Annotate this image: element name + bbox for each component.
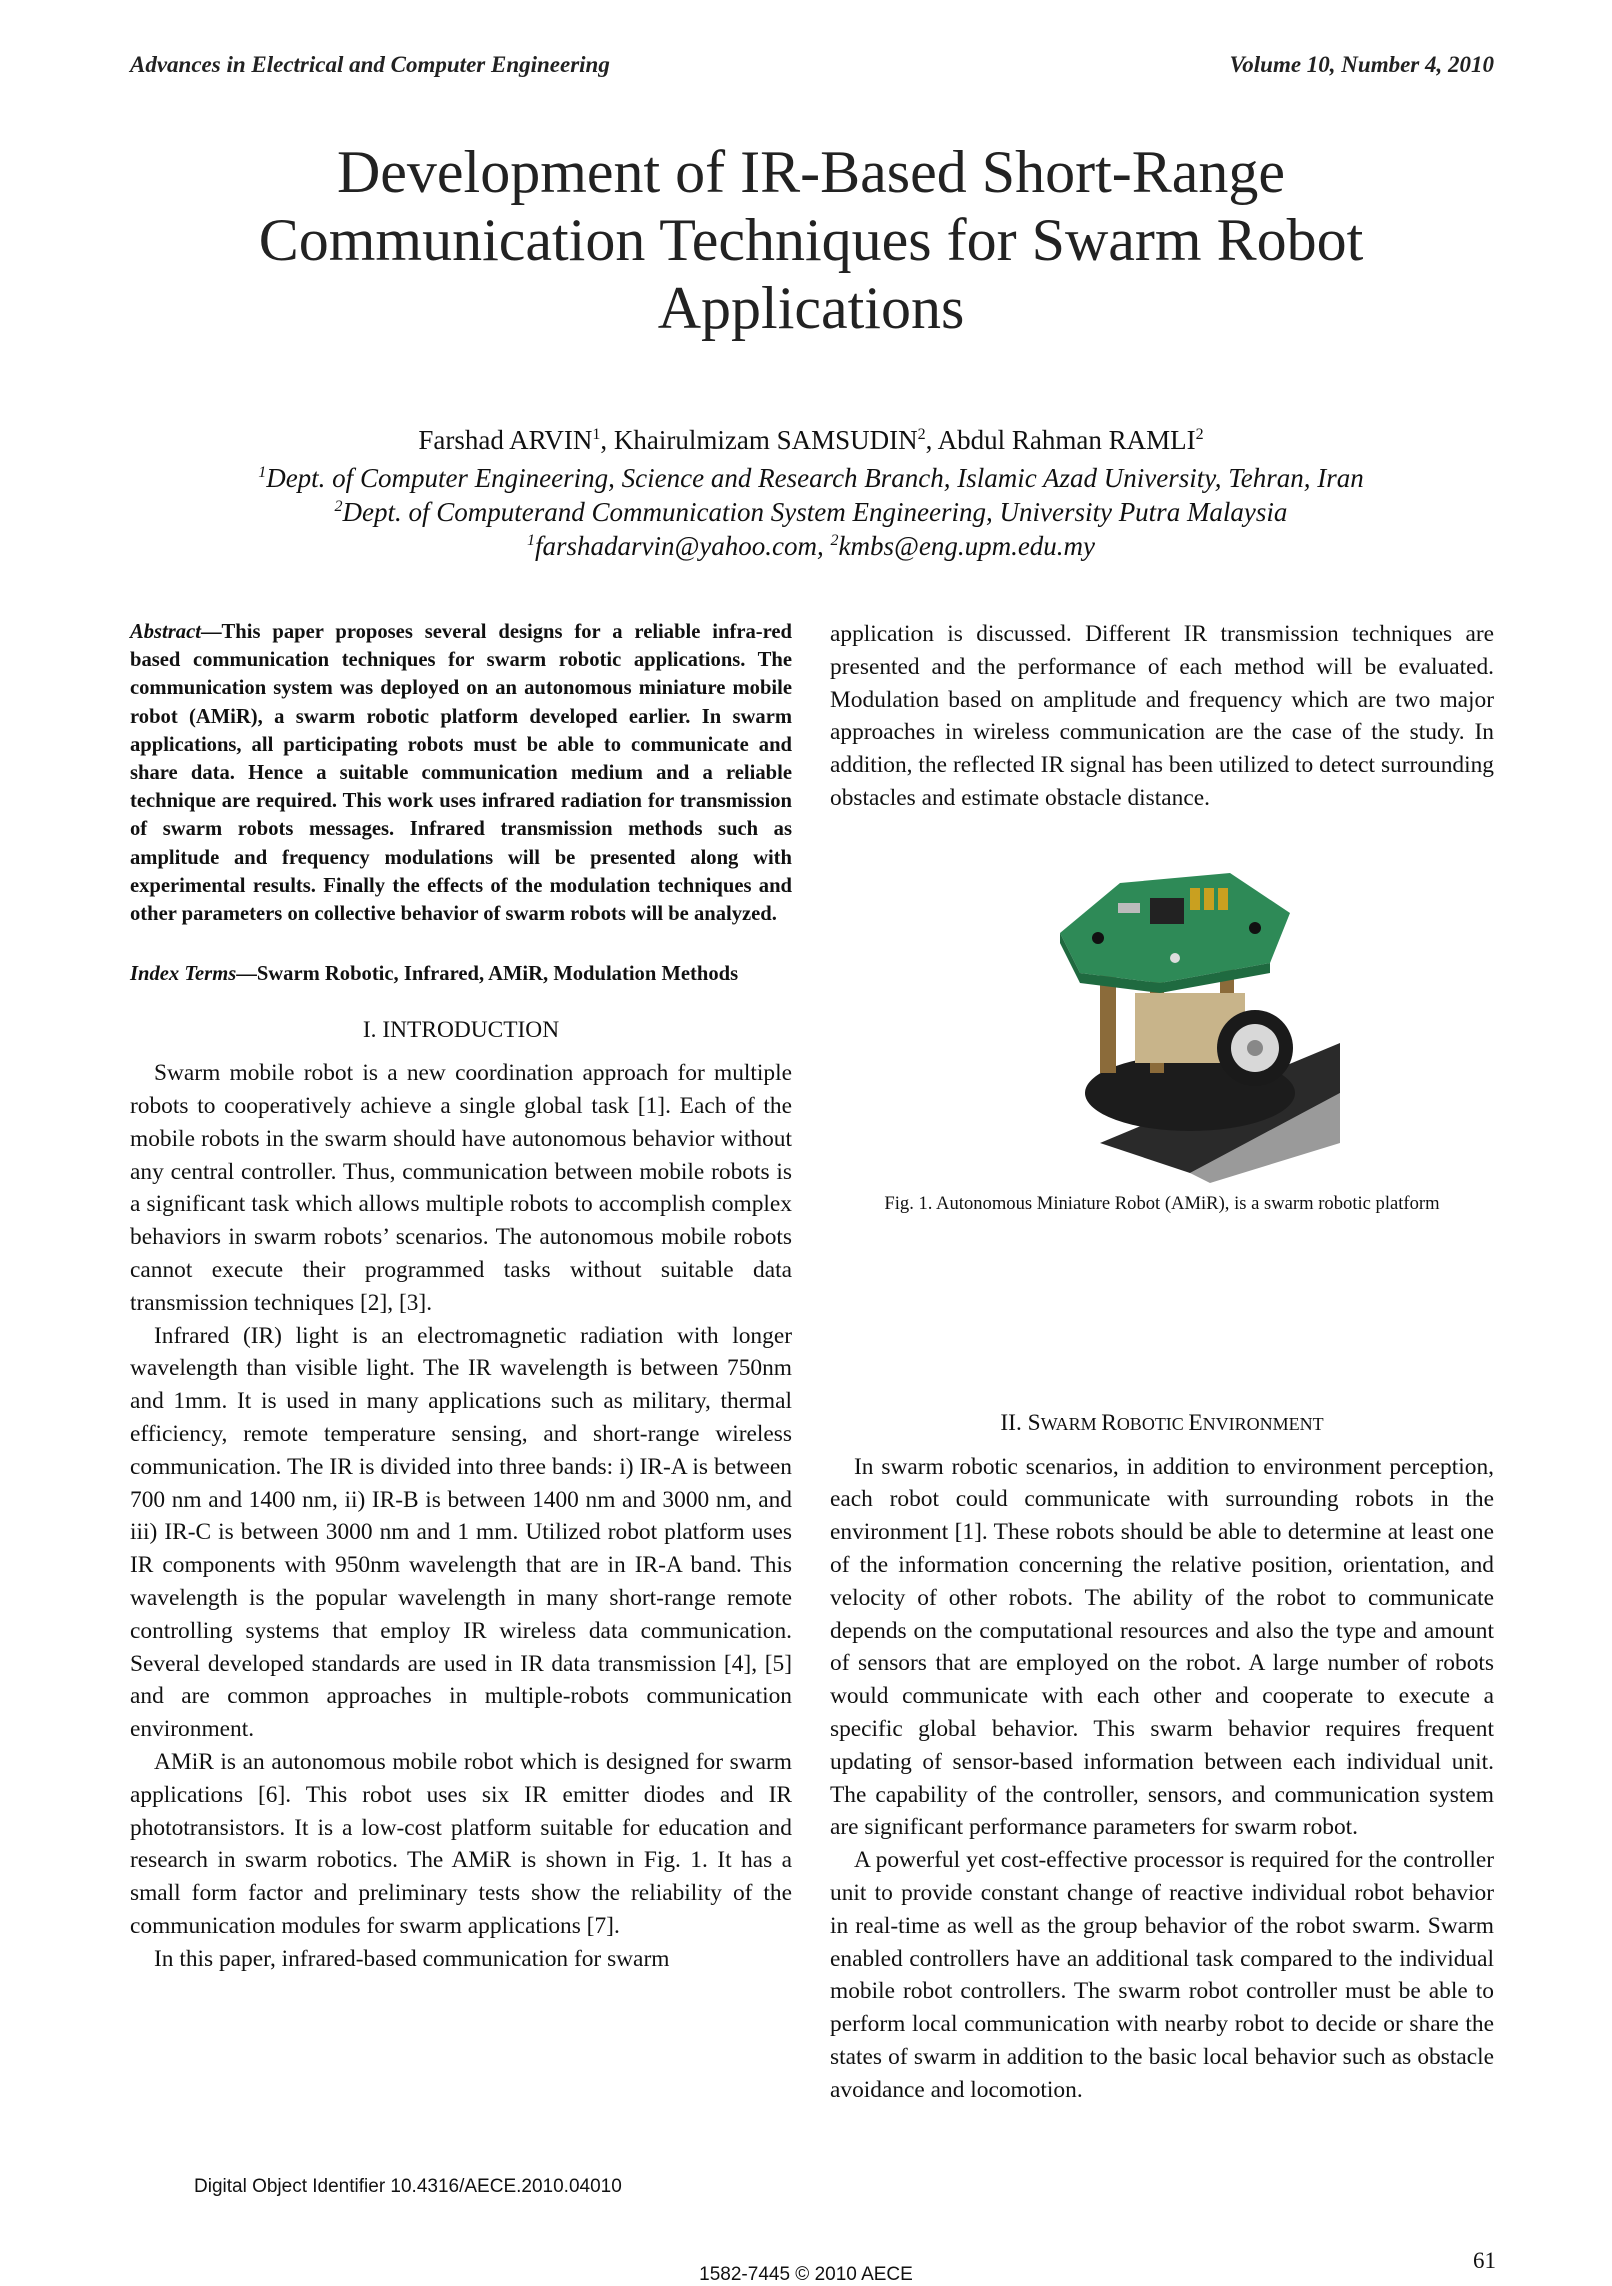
title-line-2: Communication Techniques for Swarm Robot	[258, 207, 1364, 273]
section-2-paragraph-2: A powerful yet cost-effective processor is required for the controller unit to provide constant change of reactive individual robot behavior in real-time as well as the group behavior of the robot swarm. Swarm enabled controllers have an additional task compared to the individual mobile robot controllers. The swarm robot controller must be able to perform local communication with nearby robot to decide or share the states of swarm in addition to the basic local behavior such as obstacle avoidance and locomotion.	[830, 1847, 1494, 2103]
issn-copyright: 1582-7445 © 2010 AECE	[699, 2264, 913, 2285]
journal-name: Advances in Electrical and Computer Engineering	[130, 52, 610, 77]
title-line-3: Applications	[657, 275, 965, 341]
section-2-heading-part: E	[1188, 1409, 1203, 1436]
email-2-sup: 2	[830, 532, 839, 549]
section-2-heading-part: NVIRONMENT	[1202, 1413, 1324, 1434]
section-2-heading	[830, 1407, 1494, 1441]
affiliation-2-text: Dept. of Computerand Communication System Engineering, University Putra Malaysia	[342, 497, 1288, 527]
section-2-heading-part: WARM	[1040, 1413, 1102, 1434]
title-line-1: Development of IR-Based Short-Range	[336, 139, 1286, 205]
section-2-heading-part: OBOTIC	[1116, 1413, 1189, 1434]
volume-info: Volume 10, Number 4, 2010	[1229, 52, 1494, 77]
figure-1-caption: Fig. 1. Autonomous Miniature Robot (AMiR), is a swarm robotic platform	[884, 1192, 1440, 1214]
right-column	[830, 618, 1494, 2107]
intro-paragraph-4: In this paper, infrared-based communication for swarm	[154, 1945, 670, 1972]
author-emails	[130, 524, 1492, 563]
email-1-sup: 1	[526, 532, 535, 549]
index-terms-lead: Index Terms	[130, 963, 237, 986]
intro-paragraph-2: Infrared (IR) light is an electromagnetic radiation with longer wavelength than visible light. The IR wavelength is between 750nm and 1mm. It is used in many applications such as military, thermal efficiency, remote temperature sensing, and short-range wireless communication. The IR is divided into three bands: i) IR-A is between 700 nm and 1400 nm, ii) IR-B is between 1400 nm and 3000 nm, and iii) IR-C is between 3000 nm and 1 mm. Utilized robot platform uses IR components with 950nm wavelength that are in IR-A band. This wavelength is the popular wavelength in many short-range remote controlling systems that employ IR wireless data communication. Several developed standards are used in IR data transmission [4], [5] and are common approaches in multiple-robots communication environment.	[130, 1322, 792, 1743]
abstract-lead: Abstract	[130, 621, 201, 643]
section-2-number: II.	[1000, 1409, 1028, 1436]
intro-paragraph-4-continued: application is discussed. Different IR transmission techniques are presented and the performance of each method will be evaluated. Modulation based on amplitude and frequency which are two major approaches in wireless communication are the case of the study. In addition, the reflected IR signal has been utilized to detect surrounding obstacles and estimate obstacle distance.	[830, 621, 1494, 811]
left-column	[130, 618, 792, 1976]
author-2-sup: 2	[917, 426, 926, 443]
figure-1	[830, 843, 1494, 1403]
author-list	[130, 418, 1492, 457]
email-1: farshadarvin@yahoo.com,	[534, 531, 831, 561]
page-number: 61	[1473, 2248, 1496, 2273]
abstract	[130, 618, 792, 928]
intro-paragraph-1: Swarm mobile robot is a new coordination approach for multiple robots to cooperatively achieve a single global task [1]. Each of the mobile robots in the swarm should have autonomous behavior without any central controller. Thus, communication between mobile robots is a significant task which allows multiple robots to accomplish complex behaviors in swarm robots’ scenarios. The autonomous mobile robots cannot execute their programmed tasks without suitable data transmission techniques [2], [3].	[130, 1060, 792, 1316]
abstract-text: —This paper proposes several designs for a reliable infra-red based communication techniques for swarm robotic applications. The communication system was deployed on an autonomous miniature mobile robot (AMiR), a swarm robotic platform developed earlier. In swarm applications, all participating robots must be able to communicate and share data. Hence a suitable communication medium and a reliable technique are required. This work uses infrared radiation for transmission of swarm robots messages. Infrared transmission methods such as amplitude and frequency modulations will be presented along with experimental results. Finally the effects of the modulation techniques and other parameters on collective behavior of swarm robots will be analyzed.	[130, 621, 792, 926]
affiliation-1-text: Dept. of Computer Engineering, Science and Research Branch, Islamic Azad University, Tehran, Iran	[266, 463, 1364, 493]
section-2-paragraph-1: In swarm robotic scenarios, in addition to environment perception, each robot could communicate with surrounding robots in the environment [1]. These robots should be able to determine at least one of the information concerning the relative position, orientation, and velocity of other robots. The ability of the robot to communicate depends on the computational resources and also the type and amount of sensors that are employed on the robot. A large number of robots would communicate with each other and cooperate to execute a specific global behavior. This swarm behavior requires frequent updating of sensor-based information between each individual unit. The capability of the controller, sensors, and communication system are significant performance parameters for swarm robot.	[830, 1453, 1494, 1841]
index-terms-text: —Swarm Robotic, Infrared, AMiR, Modulation Methods	[236, 963, 739, 986]
section-2-heading-part: S	[1027, 1409, 1041, 1436]
author-3: , Abdul Rahman RAMLI	[925, 425, 1196, 455]
section-2-heading-part: R	[1101, 1409, 1117, 1436]
doi: Digital Object Identifier 10.4316/AECE.2010.04010	[194, 2176, 622, 2197]
index-terms	[130, 960, 792, 988]
section-1-heading: I. INTRODUCTION	[362, 1017, 560, 1044]
paper-title	[130, 138, 1492, 342]
affiliation-1-sup: 1	[258, 464, 267, 481]
intro-paragraph-3: AMiR is an autonomous mobile robot which is designed for swarm applications [6]. This robot uses six IR emitter diodes and IR phototransistors. It is a low-cost platform suitable for education and research in swarm robotics. The AMiR is shown in Fig. 1. It has a small form factor and preliminary tests show the reliability of the communication modules for swarm applications [7].	[130, 1748, 792, 1939]
author-1: Farshad ARVIN	[418, 425, 593, 455]
affiliation-2-sup: 2	[334, 498, 343, 515]
email-2: kmbs@eng.upm.edu.my	[838, 531, 1096, 561]
author-3-sup: 2	[1195, 426, 1204, 443]
author-2: , Khairulmizam SAMSUDIN	[600, 425, 918, 455]
robot-photo	[1040, 843, 1340, 1183]
author-1-sup: 1	[592, 426, 601, 443]
